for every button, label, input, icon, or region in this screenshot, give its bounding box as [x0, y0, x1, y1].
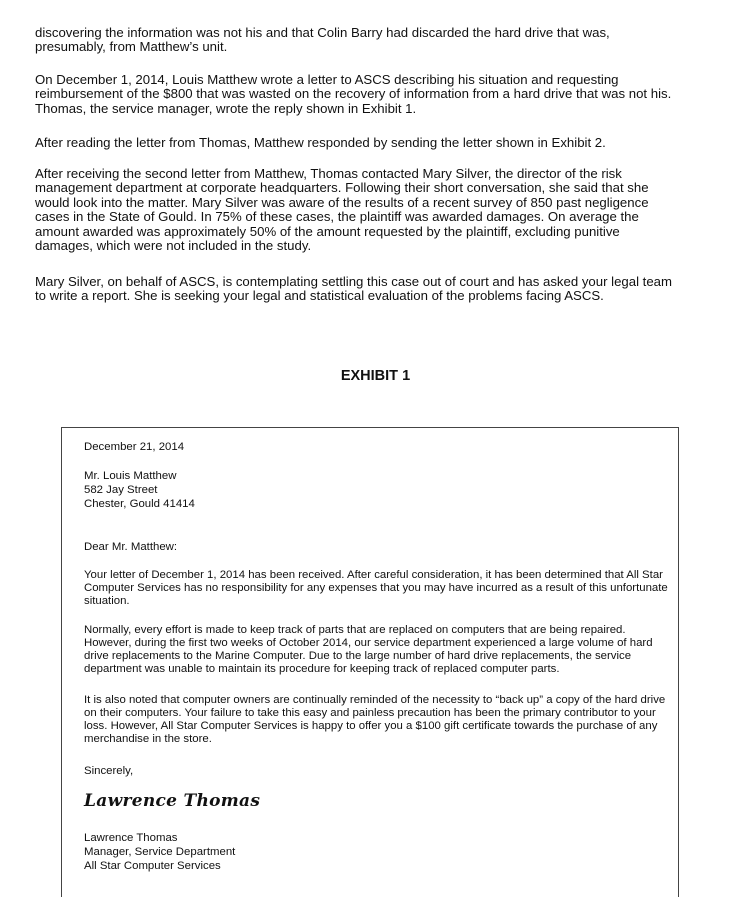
body-paragraph-risk-management: After receiving the second letter from Matthew, Thomas contacted Mary Silver, the director of the risk management department at corporate headquarters. Following their short conversation, she said that she would look into the matter. Mary Silver was aware of the results of a recent survey of 850 past negligence cases in the State of Gould. In 75% of these cases, the plaintiff was awarded damages. On average the amount awarded was approximately 50% of the amount requested by the plaintiff, excluding punitive damages, which were not included in the study. [35, 166, 649, 254]
letter-closing: Sincerely, [84, 765, 134, 777]
sender-name: Lawrence Thomas [84, 832, 178, 844]
sender-company: All Star Computer Services [84, 860, 221, 872]
exhibit-title: EXHIBIT 1 [340, 368, 411, 384]
signature: Lawrence Thomas [84, 791, 261, 811]
letter-date: December 21, 2014 [84, 441, 185, 453]
body-paragraph-letter-request: On December 1, 2014, Louis Matthew wrote a letter to ASCS describing his situation and requesting reimbursement of the $800 that was wasted on the recovery of information from a hard drive that was not his. Thomas, the service manager, wrote the reply shown in Exhibit 1. [35, 72, 672, 116]
recipient-city: Chester, Gould 41414 [84, 498, 195, 510]
letter-paragraph-1: Your letter of December 1, 2014 has been received. After careful consideration, it has been determined that All Star Computer Services has no responsibility for any expenses that you may have incurred as a result of this unfortunate situation. [84, 569, 668, 607]
letter-salutation: Dear Mr. Matthew: [84, 541, 178, 553]
recipient-street: 582 Jay Street [84, 484, 158, 496]
letter-paragraph-3: It is also noted that computer owners are continually reminded of the necessity to “back up” a copy of the hard drive on their computers. Your failure to take this easy and painless precaution has been the primary contributor to your loss. However, All Star Computer Services is happy to offer you a $100 gift certificate towards the purchase of any merchandise in the store. [84, 694, 666, 745]
body-paragraph-response: After reading the letter from Thomas, Matthew responded by sending the letter shown in Exhibit 2. [35, 135, 606, 150]
body-paragraph-continuation: discovering the information was not his and that Colin Barry had discarded the hard drive that was, presumably, from Matthew’s unit. [35, 25, 610, 55]
sender-title: Manager, Service Department [84, 846, 236, 858]
recipient-name: Mr. Louis Matthew [84, 470, 177, 482]
body-paragraph-settlement: Mary Silver, on behalf of ASCS, is contemplating settling this case out of court and has asked your legal team to write a report. She is seeking your legal and statistical evaluation of the problems facing ASCS. [35, 274, 673, 304]
letter-paragraph-2: Normally, every effort is made to keep track of parts that are replaced on computers that are being repaired. However, during the first two weeks of October 2014, our service department experienced a large volume of hard drive replacements to the Marine Computer. Due to the large number of hard drive replacements, the service department was unable to maintain its procedure for keeping track of replaced computer parts. [84, 624, 653, 675]
